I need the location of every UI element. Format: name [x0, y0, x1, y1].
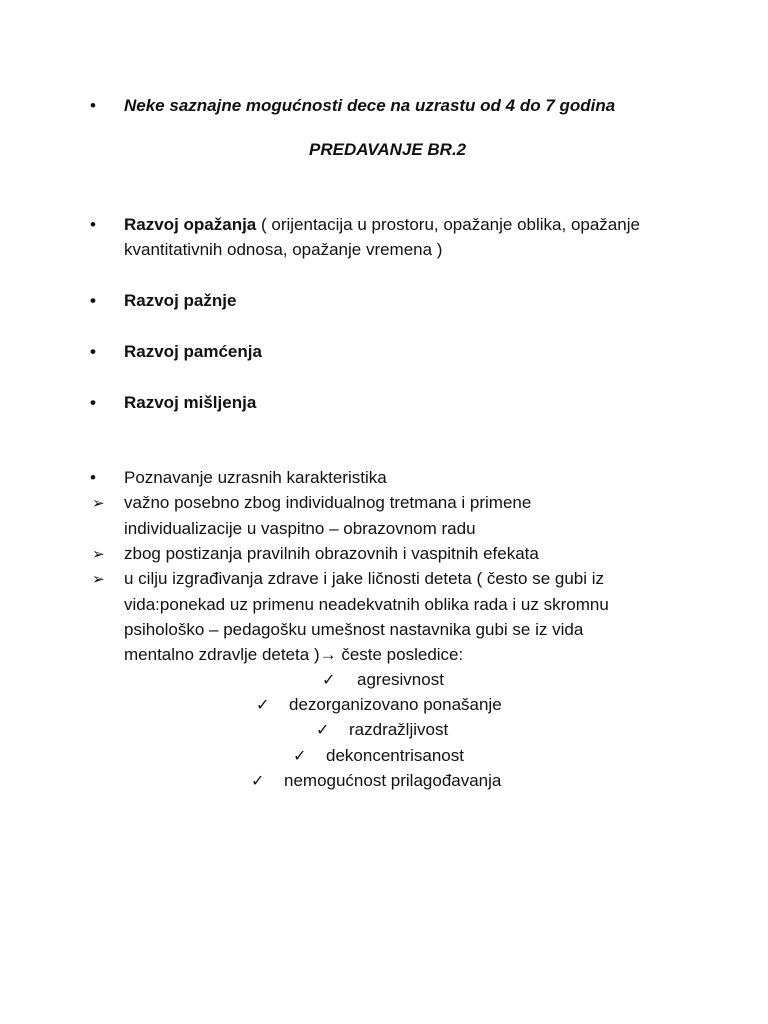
- bullet-dot: •: [90, 96, 96, 115]
- consequence-item: nemogućnost prilagođavanja: [284, 771, 502, 790]
- bullet-dot: •: [90, 468, 96, 487]
- bullet-dot: •: [90, 342, 96, 361]
- arrow-bullet-icon: ➢: [92, 494, 105, 512]
- checkmark-icon: ✓: [322, 670, 336, 689]
- reason-line: u cilju izgrađivanja zdrave i jake ličnosti deteta ( često se gubi iz: [124, 569, 605, 588]
- reason-line: individualizacije u vaspitno – obrazovnom radu: [124, 519, 476, 538]
- checkmark-icon: ✓: [251, 771, 265, 790]
- document-title: Neke saznajne mogućnosti dece na uzrastu od 4 do 7 godina: [124, 96, 616, 115]
- section-intro: Poznavanje uzrasnih karakteristika: [124, 468, 387, 487]
- topic-thinking: Razvoj mišljenja: [124, 393, 257, 412]
- checkmark-icon: ✓: [316, 720, 330, 739]
- consequence-item: dezorganizovano ponašanje: [289, 695, 502, 714]
- topic-memory: Razvoj pamćenja: [124, 342, 262, 361]
- consequence-item: dekoncentrisanost: [326, 746, 464, 765]
- topic-detail-continued: kvantitativnih odnosa, opažanje vremena ): [124, 240, 443, 259]
- consequence-item: agresivnost: [357, 670, 444, 689]
- bullet-dot: •: [90, 215, 96, 234]
- consequence-item: razdražljivost: [349, 720, 449, 739]
- reason-line: mentalno zdravlje deteta )→ česte posledice:: [124, 645, 464, 664]
- checkmark-icon: ✓: [256, 695, 270, 714]
- arrow-bullet-icon: ➢: [92, 545, 105, 563]
- topic-perception: [124, 214, 640, 236]
- reason-line: vida:ponekad uz primenu neadekvatnih oblika rada i uz skromnu: [124, 595, 609, 614]
- bullet-dot: •: [90, 291, 96, 310]
- bullet-dot: •: [90, 393, 96, 412]
- reason-line: zbog postizanja pravilnih obrazovnih i vaspitnih efekata: [124, 544, 539, 563]
- reason-line: važno posebno zbog individualnog tretmana i primene: [124, 493, 532, 512]
- checkmark-icon: ✓: [293, 746, 307, 765]
- arrow-bullet-icon: ➢: [92, 570, 105, 588]
- topic-detail: ( orijentacija u prostoru, opažanje oblika, opažanje: [256, 215, 640, 234]
- lecture-number: PREDAVANJE BR.2: [309, 140, 467, 159]
- topic-title: Razvoj opažanja: [124, 215, 257, 234]
- reason-line: psihološko – pedagošku umešnost nastavnika gubi se iz vida: [124, 620, 584, 639]
- topic-attention: Razvoj pažnje: [124, 291, 237, 310]
